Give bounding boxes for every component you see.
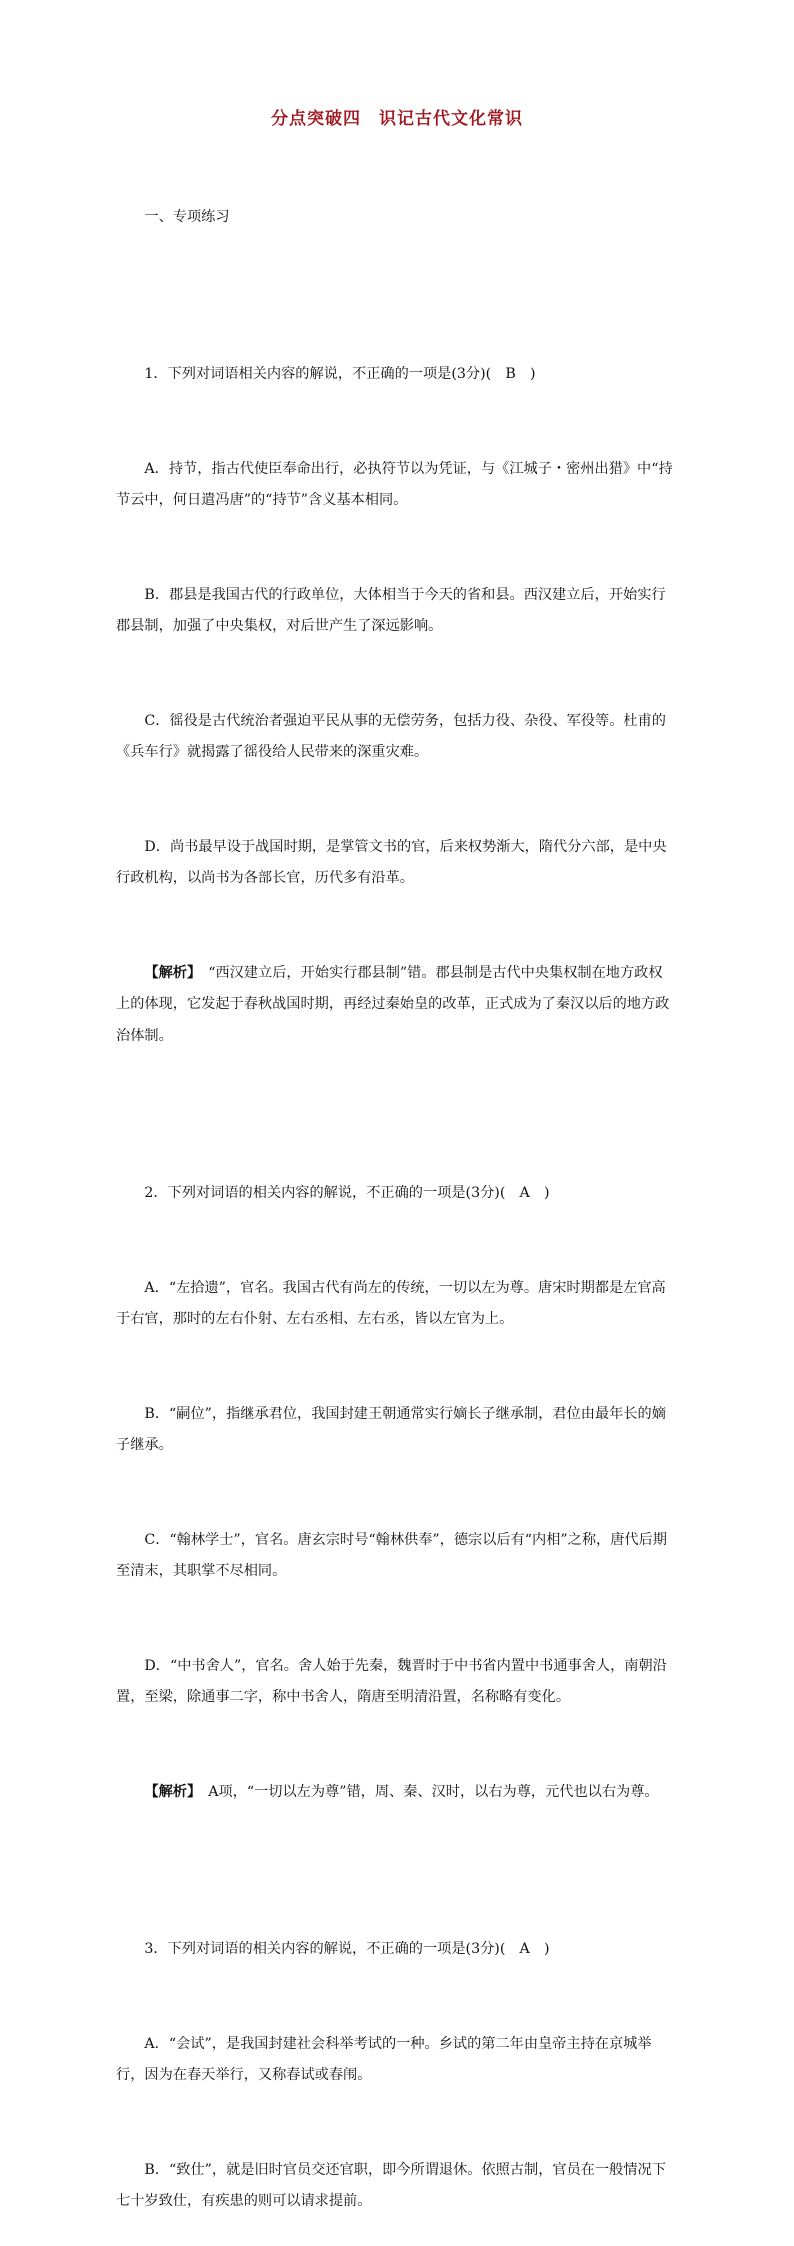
question-2-analysis xyxy=(116,1777,676,1809)
question-1-option-b: B．郡县是我国古代的行政单位，大体相当于今天的省和县。西汉建立后，开始实行郡县制，加强了中央集权，对后世产生了深远影响。 xyxy=(116,586,666,634)
question-1-analysis xyxy=(116,958,676,1053)
analysis-tag: 【解析】 xyxy=(144,964,195,981)
analysis-tag: 【解析】 xyxy=(144,1783,195,1800)
question-3-stem: 3．下列对词语的相关内容的解说，不正确的一项是(3分)( A ) xyxy=(144,1941,550,1957)
question-1-option-d: D．尚书最早设于战国时期，是掌管文书的官，后来权势渐大，隋代分六部，是中央行政机构，以尚书为各部长官，历代多有沿革。 xyxy=(116,838,667,886)
section-heading: 一、专项练习 xyxy=(144,209,230,225)
question-2-option-d: D．“中书舍人”，官名。舍人始于先秦，魏晋时于中书省内置中书通事舍人，南朝沿置，至梁，除通事二字，称中书舍人，隋唐至明清沿置，名称略有变化。 xyxy=(116,1657,667,1705)
question-2-option-c: C．“翰林学士”，官名。唐玄宗时号“翰林供奉”，德宗以后有“内相”之称，唐代后期至清末，其职掌不尽相同。 xyxy=(116,1531,667,1579)
question-1-option-c: C．徭役是古代统治者强迫平民从事的无偿劳务，包括力役、杂役、军役等。杜甫的《兵车行》就揭露了徭役给人民带来的深重灾难。 xyxy=(116,712,666,760)
analysis-text: “西汉建立后，开始实行郡县制”错。郡县制是古代中央集权制在地方政权上的体现，它发起于春秋战国时期，再经过秦始皇的改革，正式成为了秦汉以后的地方政治体制。 xyxy=(116,964,670,1044)
question-3-option-a: A．“会试”，是我国封建社会科举考试的一种。乡试的第二年由皇帝主持在京城举行，因为在春天举行，又称春试或春闱。 xyxy=(116,2035,652,2083)
question-3-option-b: B．“致仕”，就是旧时官员交还官职，即今所谓退休。依照古制，官员在一般情况下七十岁致仕，有疾患的则可以请求提前。 xyxy=(116,2161,666,2209)
question-1-option-a: A．持节，指古代使臣奉命出行，必执符节以为凭证，与《江城子・密州出猎》中“持节云中，何日遣冯唐”的“持节”含义基本相同。 xyxy=(116,460,673,508)
page-title: 分点突破四 识记古代文化常识 xyxy=(271,109,523,129)
question-2-option-b: B．“嗣位”，指继承君位，我国封建王朝通常实行嫡长子继承制，君位由最年长的嫡子继承。 xyxy=(116,1405,666,1453)
question-1-stem: 1．下列对词语相关内容的解说，不正确的一项是(3分)( B ) xyxy=(144,366,536,382)
question-2-option-a: A．“左拾遗”，官名。我国古代有尚左的传统，一切以左为尊。唐宋时期都是左官高于右官，那时的左右仆射、左右丞相、左右丞，皆以左官为上。 xyxy=(116,1279,666,1327)
analysis-text: A项，“一切以左为尊”错，周、秦、汉时，以右为尊，元代也以右为尊。 xyxy=(194,1783,659,1800)
document-body xyxy=(116,142,676,2246)
question-2-stem: 2．下列对词语的相关内容的解说，不正确的一项是(3分)( A ) xyxy=(144,1185,550,1201)
